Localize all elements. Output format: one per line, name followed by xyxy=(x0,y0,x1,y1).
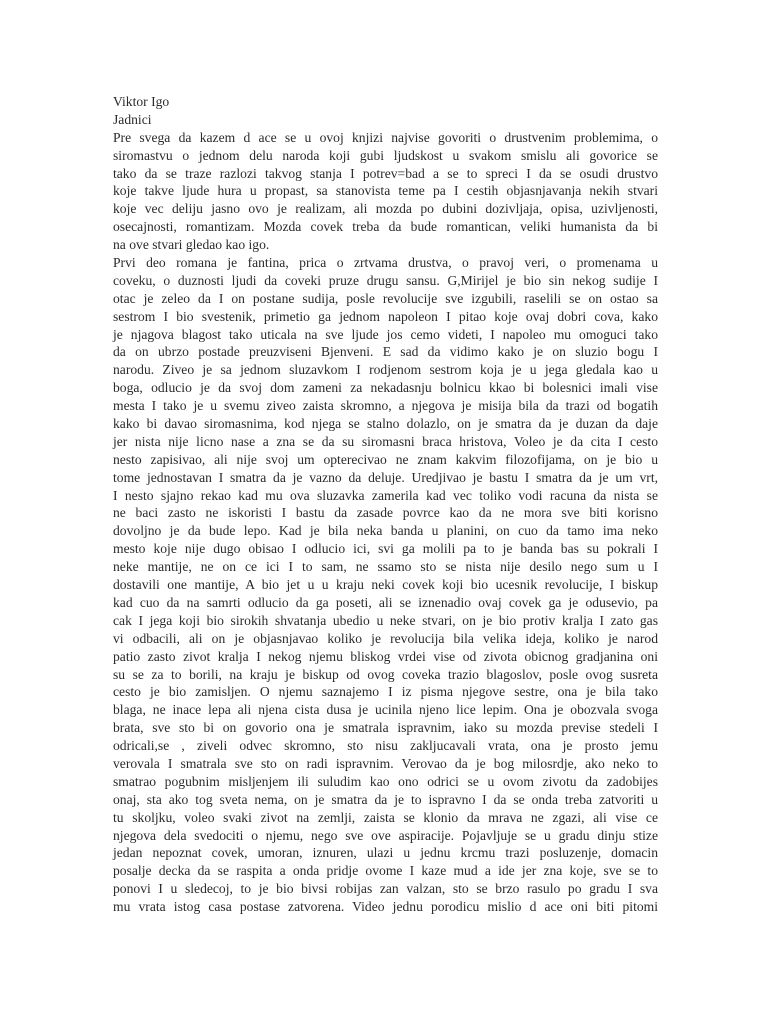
title-line: Jadnici xyxy=(113,111,152,127)
text-line: kako bi davao siromasnima, kod njega se stalno dolazlo, on je smatra da je duzan da daje xyxy=(113,416,658,432)
text-line: verovala I smatrala sve sto on radi ispravnim. Verovao da je bog milosrdje, ako neko to xyxy=(113,755,658,771)
text-line: smatrao pogubnim misljenjem ili suludim kao ono odrici se u ovom zivotu da zadobijes xyxy=(113,773,658,789)
text-line: su se za to borili, na kraju je biskup od ovog coveka trazio blagoslov, posle ovog susreta xyxy=(113,666,658,682)
text-line: boga, odlucio je da svoj dom zameni za nekadasnju bolnicu kkao bi bolesnici imali vise xyxy=(113,380,658,396)
text-line: odricali,se , ziveli odvec skromno, sto nisu zakljucavali vrata, ona je prosto jemu xyxy=(113,738,658,754)
text-line: tome jednostavan I smatra da je vazno da deluje. Uredjivao je bastu I smatra da je um vrt, xyxy=(113,469,658,485)
document-body xyxy=(113,93,658,916)
text-line: je njagova blagost tako uticala na sve ljude jos cemo videti, I napoleo mu omoguci tako xyxy=(113,326,658,342)
text-line: osecajnosti, romantizam. Mozda covek treba da bude romantican, veliki humanista da bi xyxy=(113,219,658,235)
text-line: kad cuo da na samrti odlucio da ga poseti, ali se iznenadio ovaj covek ga je odusevio, pa xyxy=(113,594,658,610)
text-line: cak I jega koji bio sirokih shvatanja ubedio u neke stvari, on je bio protiv kralja I zato gas xyxy=(113,612,658,628)
text-line: vi odbacili, ali on je objasnjavao koliko je revolucija bila velika ideja, koliko je narod xyxy=(113,630,658,646)
text-line: ponovi I u sledecoj, to je bio bivsi robijas zan valzan, sto se brzo rasulo po gradu I sva xyxy=(113,881,658,897)
text-line: posalje decka da se raspita a onda pridje ovome I kaze mud a ide jer zna koje, sve se to xyxy=(113,863,658,879)
text-line: otac je zeleo da I on postane sudija, posle revolucije sve izgubili, raselili se on ostao sa xyxy=(113,290,658,306)
text-line: njegova dela svedociti o njemu, nego sve ove aspiracije. Pojavljuje se u gradu dinju stize xyxy=(113,827,658,843)
text-line: sestrom I bio svestenik, primetio ga jednom napoleon I pitao koje ovaj dobri cova, kako xyxy=(113,308,658,324)
text-line: narodu. Ziveo je sa jednom sluzavkom I rodjenom sestrom koja je u jega gledala kao u xyxy=(113,362,658,378)
author-line: Viktor Igo xyxy=(113,94,170,109)
text-line: jer nista nije licno nase a zna se da su siromasni braca hristova, Voleo je da cita I cesto xyxy=(113,433,658,449)
text-line: neke mantije, ne on ce ici I to sam, ne ssamo sto se nista nije desilo nego sum u I xyxy=(113,559,658,575)
text-line: onaj, sta ako tog sveta nema, on je smatra da je to ispravno I da se onda treba zatvoriti u xyxy=(113,791,658,807)
text-line: coveku, o duznosti ljudi da coveki pruze drugu sansu. G,Mirijel je bio sin nekog sudije I xyxy=(113,272,658,288)
text-line: koje vec deliju jasno ovo je realizam, ali mozda po dubini dozivljaja, opisa, uzivljenosti, xyxy=(113,201,658,217)
text-line: cesto je bio zamisljen. O njemu saznajemo I iz pisma njegove sestre, ona je bila tako xyxy=(113,684,658,700)
text-line: mu vrata istog casa postase zatvorena. Video jednu porodicu mislio d ace oni biti pitomi xyxy=(113,899,658,915)
text-line: siromastvu o jednom delu naroda koji gubi ljudskost u svakom smislu ali govorice se xyxy=(113,147,658,163)
text-line: da on ubrzo postade preuzviseni Bjenveni. E sad da vidimo kako je on sluzio bogu I xyxy=(113,344,658,360)
text-line: ne baci zasto ne iskoristi I bastu da zasade povrce kao da ne mora sve biti korisno xyxy=(113,505,658,521)
text-line: koje takve ljude hura u propast, sa stanovista teme pa I cestih objasnjavanja nekih stvari xyxy=(113,183,658,199)
text-line: brata, sve sto bi on govorio ona je smatrala ispravnim, iako su mozda previse stedeli I xyxy=(113,720,658,736)
text-line: I nesto sjajno rekao kad mu ova sluzavka zamerila kad vec toliko vodi racuna da nista se xyxy=(113,487,658,503)
text-line: Prvi deo romana je fantina, prica o zrtvama drustva, o pravoj veri, o promenama u xyxy=(113,255,658,271)
text-line: tu skoljku, voleo svaki zivot na zemlji, zaista se klonio da mrava ne zgazi, ali vise ce xyxy=(113,809,658,825)
text-line: mesta I tako je u svemu ziveo zaista skromno, a njegova je misija bila da trazi od bogatih xyxy=(113,398,658,414)
text-line: Pre svega da kazem d ace se u ovoj knjizi najvise govoriti o drustvenim problemima, o xyxy=(113,129,658,145)
text-line: na ove stvari gledao kao igo. xyxy=(113,237,270,253)
text-line: patio zasto zivot kralja I nekog njemu bliskog vrdei vise od zivota obicnog gradjanina oni xyxy=(113,648,658,664)
text-line: dostavili one mantije, A bio jet u u kraju neki covek koji bio ucesnik revolucije, I biskup xyxy=(113,577,658,593)
text-line: dovoljno je da bude lepo. Kad je bila neka banda u planini, on cuo da tamo ima neko xyxy=(113,523,658,539)
text-line: tako da se traze razlozi takvog stanja I potrev=bad a se to spreci I da se osudi drustvo xyxy=(113,165,658,181)
text-line: blaga, ne inace lepa ali njena cista dusa je ucinila njeno lice lepim. Ona je obozvala svoga xyxy=(113,702,658,718)
text-line: nesto zapisivao, ali nije svoj um opterecivao ne znam kakvim filozofijama, on je bio u xyxy=(113,451,658,467)
text-line: mesto koje nije dugo obisao I odlucio ici, svi ga molili pa to je banda bas su pokrali I xyxy=(113,541,658,557)
text-line: jedan nepoznat covek, umoran, iznuren, ulazi u jednu krcmu trazi posluzenje, domacin xyxy=(113,845,658,861)
